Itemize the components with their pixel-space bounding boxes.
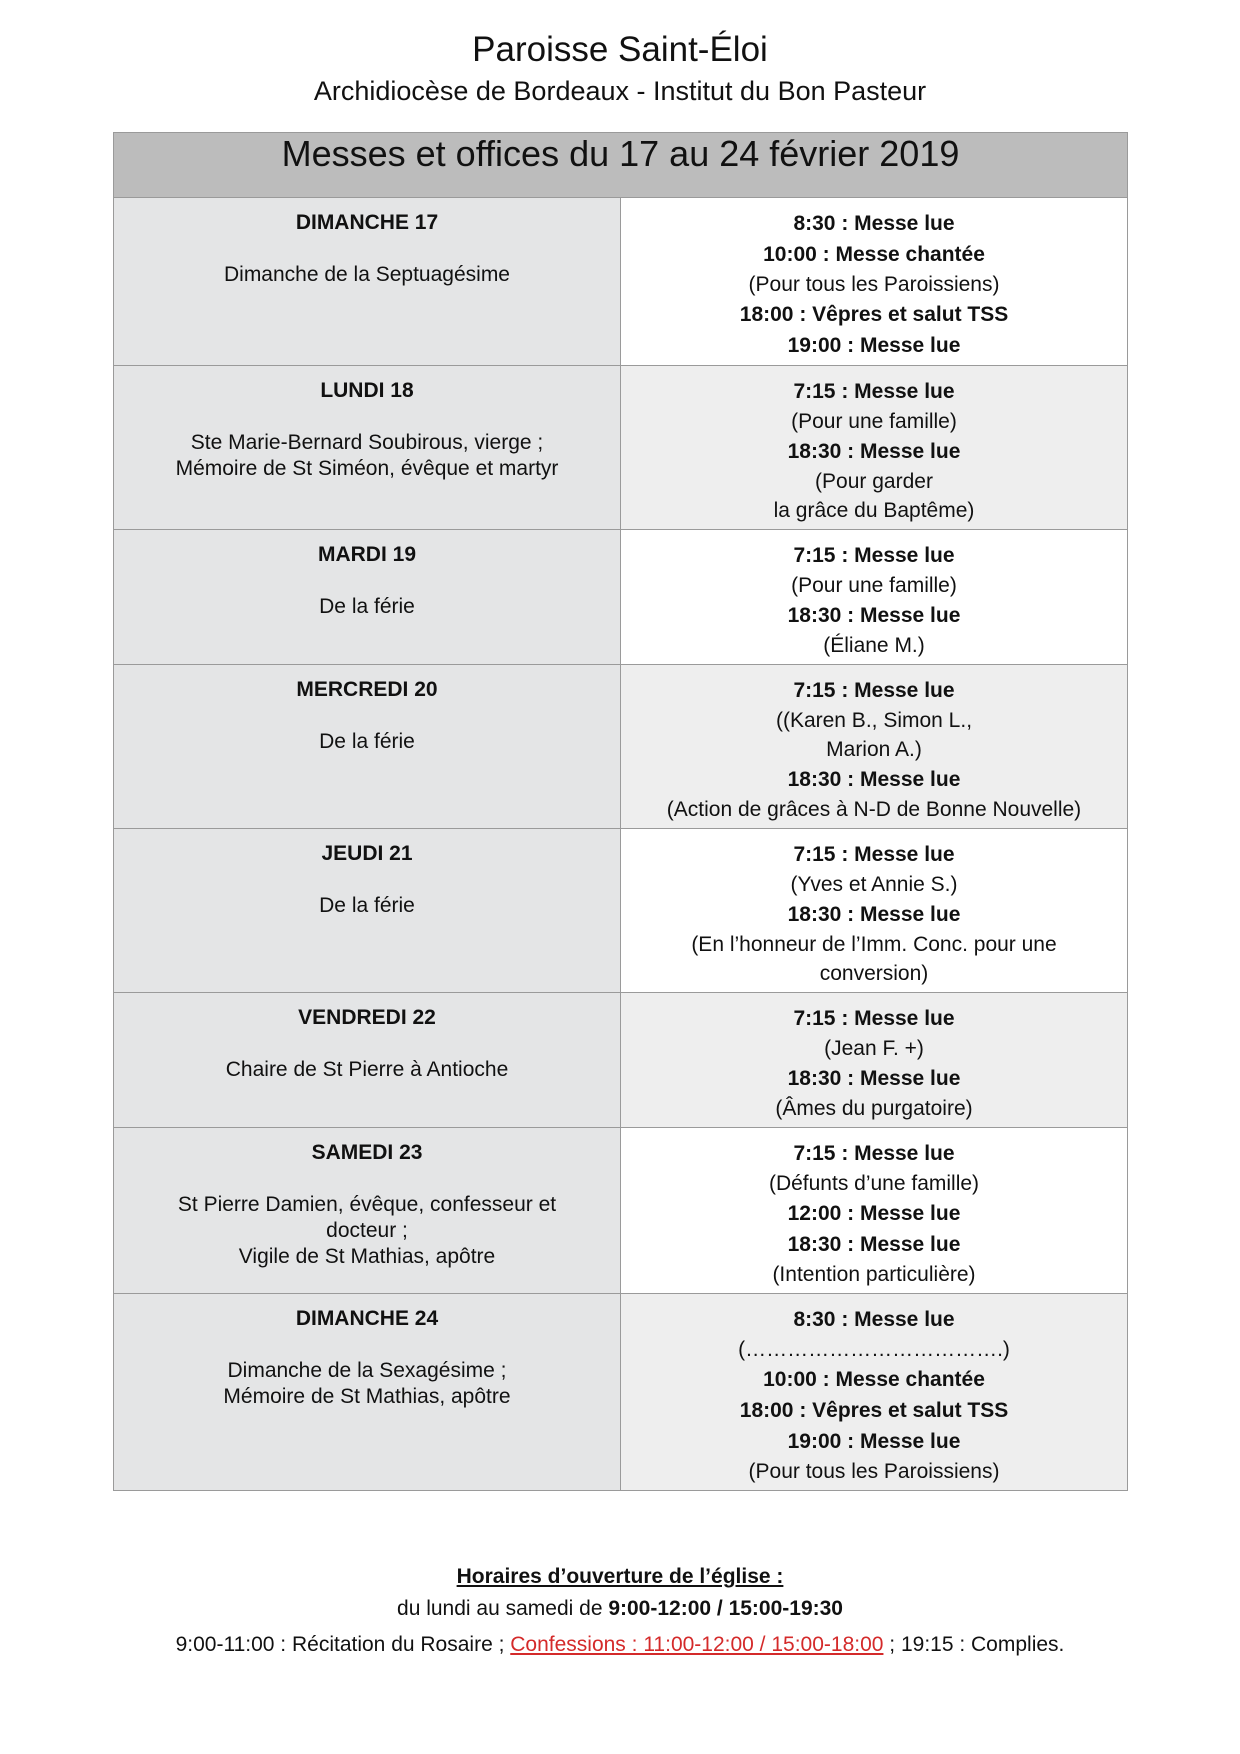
day-row xyxy=(114,530,1128,665)
mass-label: Messe lue xyxy=(854,679,955,702)
mass-label: Messe lue xyxy=(860,334,961,357)
mass-time: 7:15 xyxy=(793,380,836,403)
day-name: DIMANCHE 24 xyxy=(295,1307,439,1330)
day-cell xyxy=(114,366,621,530)
schedule-title: Messes et offices du 17 au 24 février 2019 xyxy=(114,133,1128,198)
schedule-body xyxy=(114,198,1128,1491)
mass-entry xyxy=(621,330,1127,361)
mass-separator: : xyxy=(793,303,813,326)
mass-separator: : xyxy=(793,1399,813,1422)
mass-separator: : xyxy=(841,1233,860,1256)
daily-offices xyxy=(0,1626,1240,1664)
mass-time: 7:15 xyxy=(793,1007,836,1030)
mass-label: Messe lue xyxy=(860,440,961,463)
mass-label: Messe lue xyxy=(854,1142,955,1165)
church-hours xyxy=(0,1562,1240,1664)
day-name: MARDI 19 xyxy=(317,543,417,566)
mass-schedule-table xyxy=(113,132,1128,1491)
feast-name: De la férie xyxy=(319,730,415,753)
mass-time: 7:15 xyxy=(793,544,836,567)
mass-label: Messe lue xyxy=(854,212,955,235)
mass-intention: (Action de grâces à N-D de Bonne Nouvelle) xyxy=(666,798,1082,821)
mass-time: 8:30 xyxy=(793,212,836,235)
feast-name: St Pierre Damien, évêque, confesseur et docteur ; Vigile de St Mathias, apôtre xyxy=(177,1193,557,1268)
mass-intention: (Intention particulière) xyxy=(772,1263,976,1286)
mass-time: 18:30 xyxy=(787,768,842,791)
feast-name: Dimanche de la Sexagésime ; Mémoire de St Mathias, apôtre xyxy=(223,1359,511,1408)
mass-label: Messe lue xyxy=(854,1308,955,1331)
mass-separator: : xyxy=(835,679,855,702)
day-name: SAMEDI 23 xyxy=(311,1141,423,1164)
mass-intention: (Pour une famille) xyxy=(791,410,957,433)
mass-entry xyxy=(621,540,1127,571)
feast-name: Chaire de St Pierre à Antioche xyxy=(225,1058,509,1081)
hours-title: Horaires d’ouverture de l’église : xyxy=(456,1565,784,1588)
mass-intention: (Défunts d’une famille) xyxy=(768,1172,980,1195)
parish-name: Paroisse Saint-Éloi xyxy=(472,30,768,69)
compline-text: ; 19:15 : Complies. xyxy=(883,1633,1065,1656)
mass-time: 7:15 xyxy=(793,843,836,866)
day-row xyxy=(114,1294,1128,1491)
mass-entry xyxy=(621,1364,1127,1395)
day-cell xyxy=(114,530,621,665)
mass-separator: : xyxy=(841,604,860,627)
confessions-text: Confessions : 11:00-12:00 / 15:00-18:00 xyxy=(510,1633,884,1656)
mass-label: Messe lue xyxy=(854,544,955,567)
mass-separator: : xyxy=(835,843,855,866)
masses-cell xyxy=(621,530,1128,665)
mass-separator: : xyxy=(841,440,860,463)
masses-cell xyxy=(621,829,1128,993)
mass-time: 18:30 xyxy=(787,604,842,627)
day-cell xyxy=(114,665,621,829)
mass-time: 18:00 xyxy=(739,1399,794,1422)
masses-cell xyxy=(621,366,1128,530)
mass-entry xyxy=(621,1198,1127,1229)
mass-intention: (En l’honneur de l’Imm. Conc. pour une conversion) xyxy=(691,933,1057,985)
mass-intention: (Pour tous les Paroissiens) xyxy=(748,1460,1000,1483)
mass-entry xyxy=(621,299,1127,330)
masses-cell xyxy=(621,1128,1128,1294)
mass-label: Messe lue xyxy=(860,1430,961,1453)
mass-label: Vêpres et salut TSS xyxy=(812,1399,1009,1422)
mass-separator: : xyxy=(835,212,855,235)
masses-cell xyxy=(621,198,1128,366)
mass-time: 18:30 xyxy=(787,1067,842,1090)
masses-cell xyxy=(621,1294,1128,1491)
mass-entry xyxy=(621,208,1127,239)
mass-intention: (Âmes du purgatoire) xyxy=(775,1097,973,1120)
feast-name: De la férie xyxy=(319,894,415,917)
mass-time: 7:15 xyxy=(793,679,836,702)
mass-time: 10:00 xyxy=(763,1368,817,1391)
mass-entry xyxy=(621,1063,1127,1094)
mass-time: 18:30 xyxy=(787,903,842,926)
mass-entry xyxy=(621,1229,1127,1260)
mass-entry xyxy=(621,1426,1127,1457)
day-name: LUNDI 18 xyxy=(320,379,414,402)
mass-time: 18:30 xyxy=(787,1233,842,1256)
day-row xyxy=(114,198,1128,366)
day-row xyxy=(114,366,1128,530)
mass-time: 10:00 xyxy=(763,243,817,266)
diocese-name: Archidiocèse de Bordeaux - Institut du Bon Pasteur xyxy=(313,76,927,106)
mass-label: Messe lue xyxy=(860,604,961,627)
mass-intention: ((Karen B., Simon L., Marion A.) xyxy=(775,709,973,761)
day-name: VENDREDI 22 xyxy=(298,1006,436,1029)
day-name: JEUDI 21 xyxy=(321,842,413,865)
mass-separator: : xyxy=(835,1308,855,1331)
day-cell xyxy=(114,1128,621,1294)
mass-separator: : xyxy=(835,1142,855,1165)
mass-intention: (Pour tous les Paroissiens) xyxy=(748,273,1000,296)
mass-intention: (Yves et Annie S.) xyxy=(790,873,958,896)
masses-cell xyxy=(621,665,1128,829)
feast-name: Dimanche de la Septuagésime xyxy=(223,263,510,286)
mass-label: Messe lue xyxy=(860,1233,961,1256)
page-header xyxy=(0,28,1240,108)
day-row xyxy=(114,1128,1128,1294)
mass-label: Messe lue xyxy=(860,768,961,791)
mass-label: Messe lue xyxy=(854,380,955,403)
mass-entry xyxy=(621,600,1127,631)
hours-prefix: du lundi au samedi de xyxy=(397,1597,609,1620)
mass-intention: (Jean F. +) xyxy=(824,1037,924,1060)
mass-entry xyxy=(621,1138,1127,1169)
mass-entry xyxy=(621,376,1127,407)
mass-separator: : xyxy=(816,1368,836,1391)
opening-hours xyxy=(0,1592,1240,1626)
mass-entry xyxy=(621,1003,1127,1034)
day-cell xyxy=(114,829,621,993)
mass-label: Messe lue xyxy=(854,1007,955,1030)
mass-entry xyxy=(621,839,1127,870)
mass-intention: (……………………………….) xyxy=(738,1338,1010,1361)
mass-time: 18:30 xyxy=(787,440,842,463)
mass-time: 19:00 xyxy=(787,1430,842,1453)
mass-time: 18:00 xyxy=(739,303,794,326)
mass-time: 12:00 xyxy=(787,1202,842,1225)
mass-entry xyxy=(621,899,1127,930)
day-row xyxy=(114,993,1128,1128)
mass-time: 7:15 xyxy=(793,1142,836,1165)
mass-time: 19:00 xyxy=(787,334,842,357)
mass-label: Vêpres et salut TSS xyxy=(812,303,1009,326)
day-cell xyxy=(114,1294,621,1491)
day-row xyxy=(114,829,1128,993)
mass-entry xyxy=(621,1304,1127,1335)
mass-intention: (Pour une famille) xyxy=(791,574,957,597)
mass-label: Messe chantée xyxy=(835,1368,985,1391)
masses-cell xyxy=(621,993,1128,1128)
mass-entry xyxy=(621,675,1127,706)
feast-name: Ste Marie-Bernard Soubirous, vierge ; Mémoire de St Siméon, évêque et martyr xyxy=(175,431,559,480)
mass-separator: : xyxy=(841,334,860,357)
mass-label: Messe lue xyxy=(854,843,955,866)
day-row xyxy=(114,665,1128,829)
day-name: MERCREDI 20 xyxy=(296,678,438,701)
mass-separator: : xyxy=(835,380,855,403)
mass-separator: : xyxy=(841,903,860,926)
day-name: DIMANCHE 17 xyxy=(295,211,439,234)
feast-name: De la férie xyxy=(319,595,415,618)
mass-separator: : xyxy=(835,1007,855,1030)
mass-entry xyxy=(621,1395,1127,1426)
mass-entry xyxy=(621,436,1127,467)
mass-label: Messe lue xyxy=(860,903,961,926)
day-cell xyxy=(114,198,621,366)
mass-separator: : xyxy=(841,1067,860,1090)
mass-separator: : xyxy=(841,1202,860,1225)
mass-separator: : xyxy=(841,1430,860,1453)
mass-label: Messe lue xyxy=(860,1067,961,1090)
mass-separator: : xyxy=(841,768,860,791)
rosary-text: 9:00-11:00 : Récitation du Rosaire ; xyxy=(175,1633,511,1656)
mass-label: Messe chantée xyxy=(835,243,985,266)
mass-entry xyxy=(621,239,1127,270)
mass-separator: : xyxy=(816,243,836,266)
mass-entry xyxy=(621,764,1127,795)
mass-separator: : xyxy=(835,544,855,567)
hours-value: 9:00-12:00 / 15:00-19:30 xyxy=(608,1597,843,1620)
day-cell xyxy=(114,993,621,1128)
mass-intention: (Éliane M.) xyxy=(823,634,925,657)
mass-time: 8:30 xyxy=(793,1308,836,1331)
mass-label: Messe lue xyxy=(860,1202,961,1225)
mass-intention: (Pour garder la grâce du Baptême) xyxy=(773,470,975,522)
